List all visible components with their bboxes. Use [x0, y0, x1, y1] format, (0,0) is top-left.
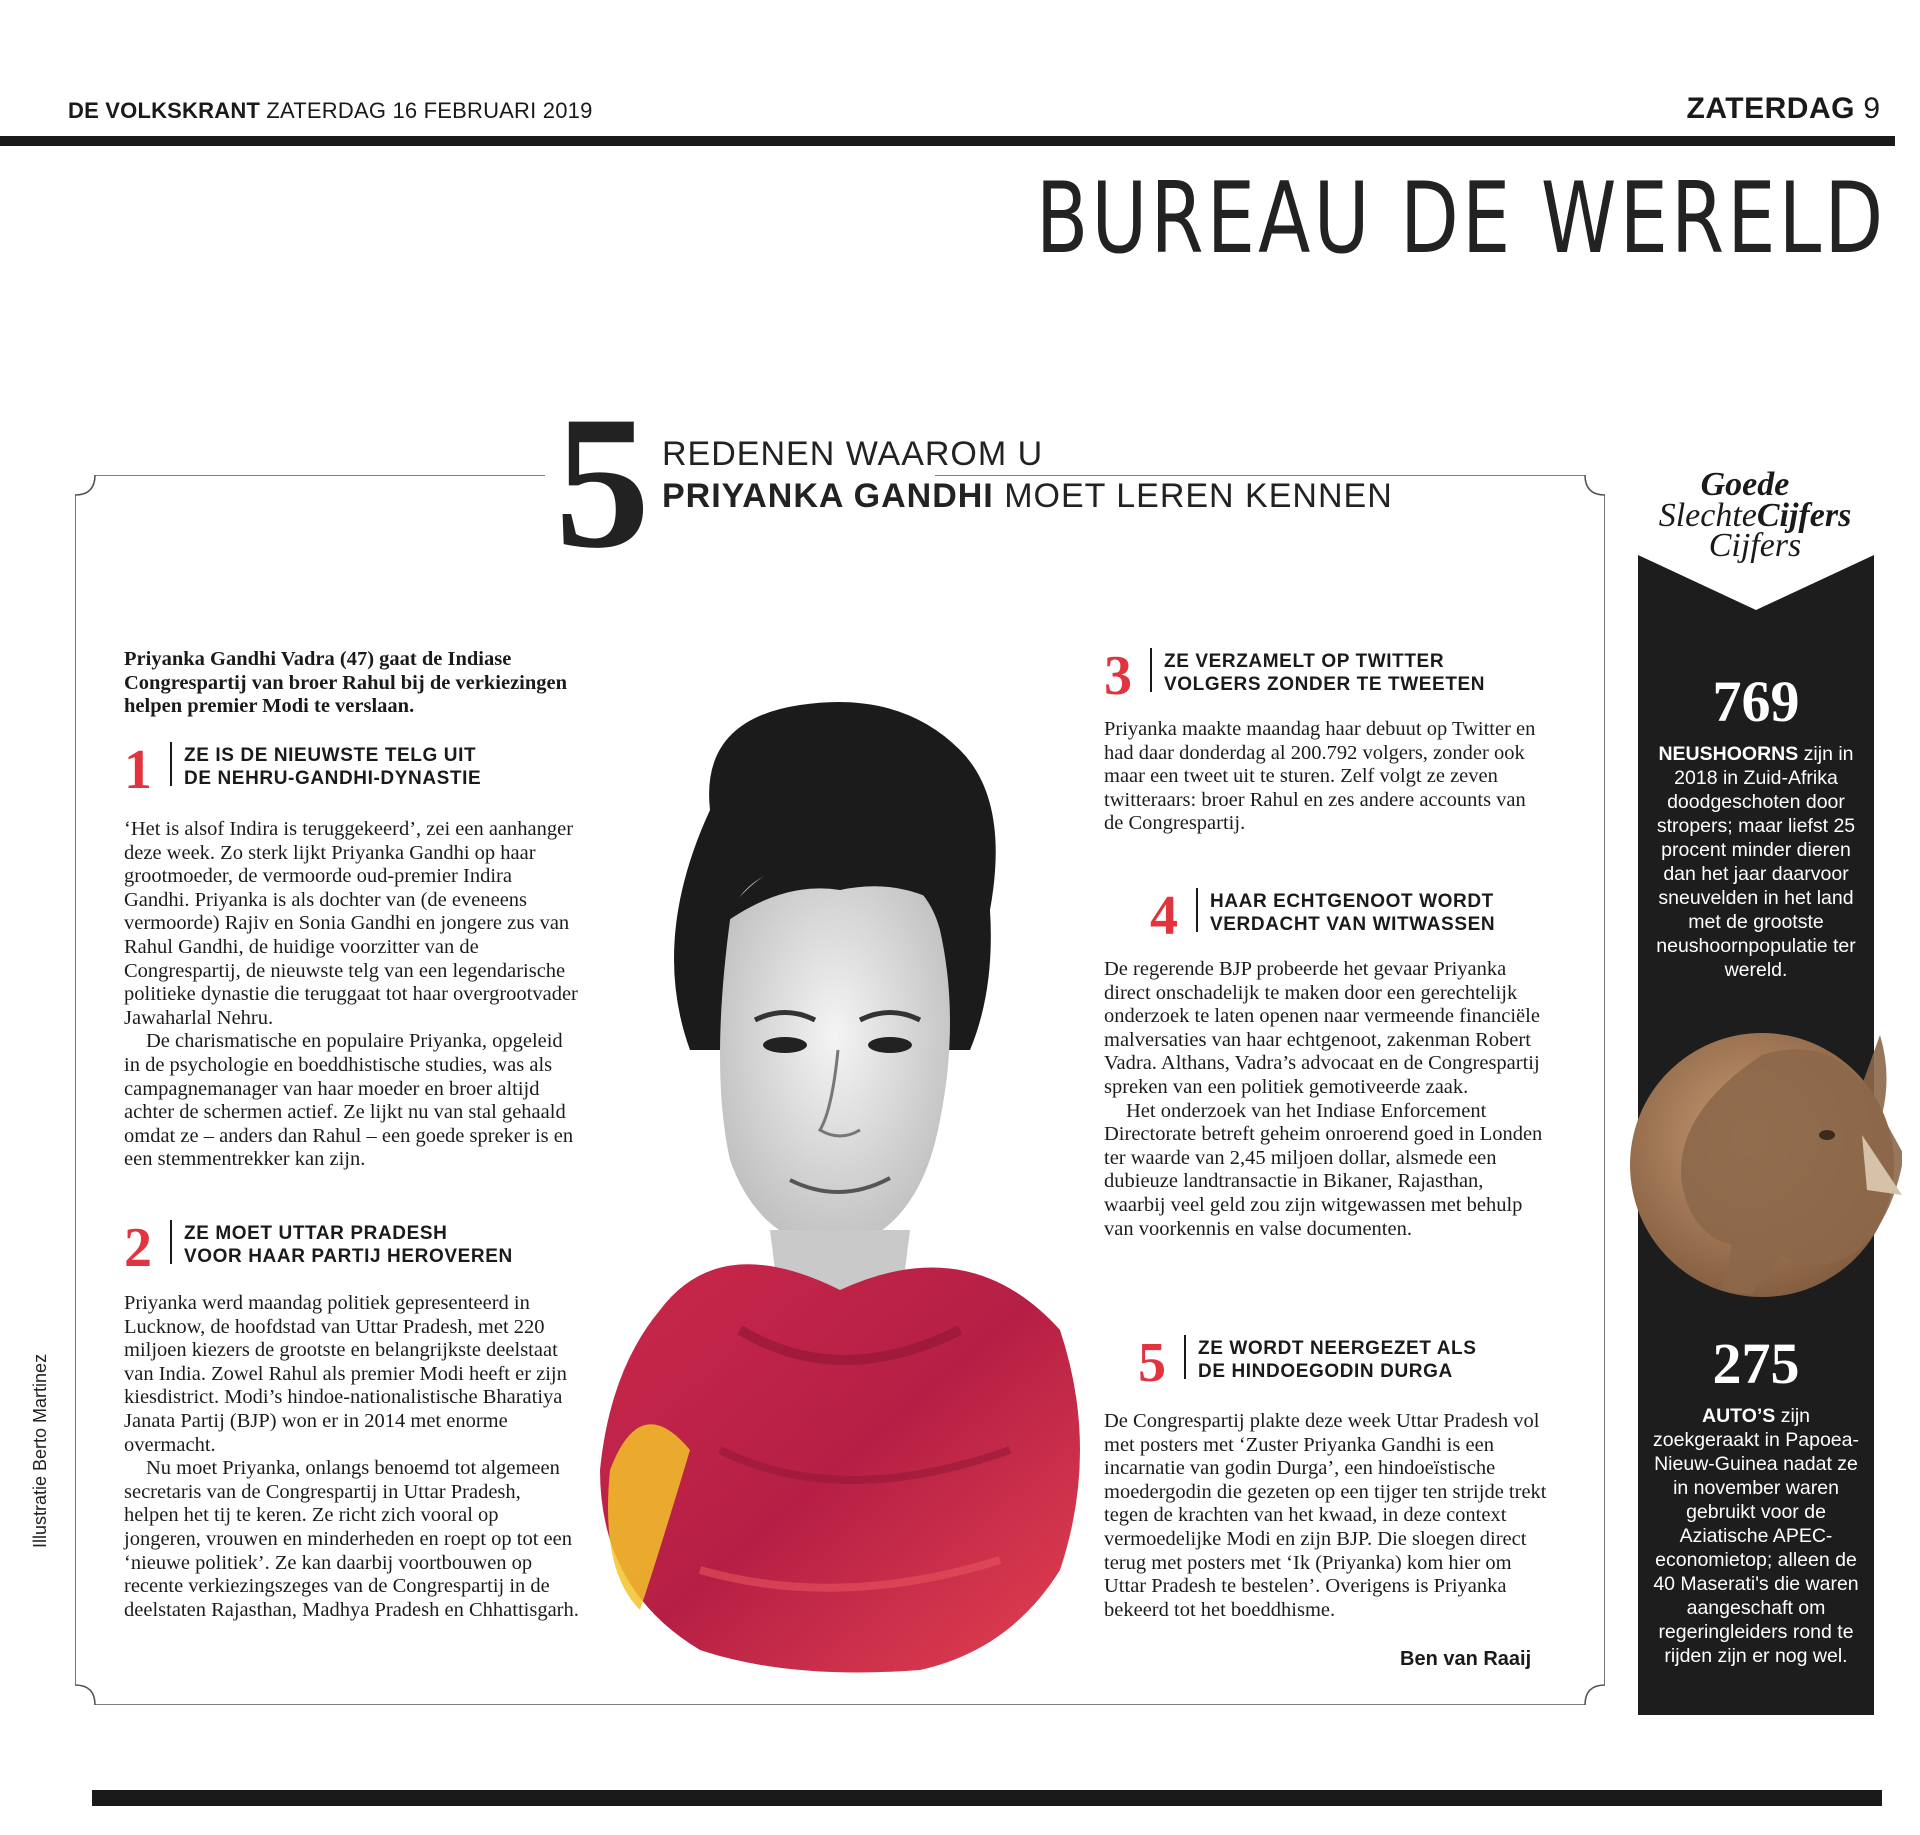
reason-body-4: [1104, 958, 1549, 1241]
paragraph: De charismatische en populaire Priyanka, opgeleid in de psychologie en boeddhistische studies, was als campagnemanager van haar moeder en broer altijd achter de schermen actief. Ze lijkt nu van stal gehaald omdat ze – anders dan Rahul – een goede spreker is en een stemmentrekker kan zijn.: [124, 1030, 574, 1171]
reason-title-line: VOLGERS ZONDER TE TWEETEN: [1164, 674, 1486, 695]
reason-body-2: [124, 1292, 579, 1622]
intro-paragraph: Priyanka Gandhi Vadra (47) gaat de Indiase Congrespartij van broer Rahul bij de verkiezingen helpen premier Modi te verslaan.: [124, 648, 568, 718]
divider: [1184, 1335, 1186, 1379]
title-cijfers-2: Cijfers: [1708, 527, 1802, 564]
reason-title-line: ZE WORDT NEERGEZET ALS: [1198, 1338, 1477, 1359]
headline-line1: REDENEN WAAROM U: [662, 435, 1044, 473]
divider: [170, 742, 172, 786]
stat-body: zijn in 2018 in Zuid-Afrika doodgeschoten door stropers; maar liefst 25 procent minder dieren dan het jaar daarvoor sneuvelden in het land met de grootste neushoornpopulatie ter wereld.: [1656, 743, 1856, 981]
stat-number-1: 769: [1712, 669, 1800, 734]
paragraph: ‘Het is alsof Indira is teruggekeerd’, zei een aanhanger deze week. Zo sterk lijkt Priyanka Gandhi op haar grootmoeder, de vermoorde oud-premier Indira Gandhi. Priyanka is als dochter van (de eveneens vermoorde) Rajiv en Sonia Gandhi en jongere zus van Rahul Gandhi, de huidige voorzitter van de Congrespartij, de nieuwste telg van een legendarische politieke dynastie die teruggaat tot haar overgrootvader Jawaharlal Nehru.: [124, 818, 578, 1029]
paragraph: De Congrespartij plakte deze week Uttar Pradesh vol met posters met ‘Zuster Priyanka Gandhi is een incarnatie van godin Durga’, een hindoeïstische moedergodin die gezeten op een tijger ten strijde trekt tegen de krachten van het kwaad, in deze context vermoedelijke Modi en zijn BJP. Die sloegen direct terug met posters met ‘Ik (Priyanka) kom hier om Uttar Pradesh te bestelen’. Overigens is Priyanka bekeerd tot het boeddhisme.: [1104, 1410, 1547, 1621]
reason-number: 1: [124, 739, 152, 801]
reason-heading-5: [1138, 1332, 1477, 1394]
stat-text-1: [1650, 742, 1862, 982]
reason-title: [1164, 648, 1485, 696]
reason-title-line: VOOR HAAR PARTIJ HEROVEREN: [184, 1246, 513, 1267]
reason-body-1: [124, 818, 579, 1172]
masthead: [68, 98, 593, 124]
headline-line2: [662, 477, 1393, 516]
reason-title-line: DE HINDOEGODIN DURGA: [1198, 1361, 1453, 1382]
headline-number: 5: [555, 378, 650, 588]
reason-title-line: DE NEHRU-GANDHI-DYNASTIE: [184, 768, 482, 789]
reason-title-line: VERDACHT VAN WITWASSEN: [1210, 914, 1496, 935]
reason-heading-3: [1104, 645, 1486, 707]
day-label: ZATERDAG: [1686, 92, 1855, 125]
sidebar-title: [1630, 466, 1880, 564]
reason-number: 4: [1150, 885, 1178, 947]
reason-title: [1210, 888, 1495, 936]
portrait-illustration: [540, 690, 1100, 1690]
paper-name: DE VOLKSKRANT: [68, 98, 261, 123]
bottom-rule: [92, 1790, 1882, 1806]
stat-keyword: AUTO’S: [1701, 1405, 1776, 1427]
reason-title: [1198, 1335, 1477, 1383]
paragraph: Nu moet Priyanka, onlangs benoemd tot algemeen secretaris van de Congrespartij in Uttar Pradesh, helpen het tij te keren. Ze richt zich vooral op jongeren, vrouwen en minderheden en roept op tot een ‘nieuwe politiek’. Ze kan daarbij voortbouwen op recente verkiezingszeges van de Congrespartij in de deelstaten Rajasthan, Madhya Pradesh en Chhattisgarh.: [124, 1457, 579, 1621]
stat-text-2: [1650, 1404, 1862, 1668]
reason-number: 5: [1138, 1332, 1166, 1394]
reason-title-line: ZE IS DE NIEUWSTE TELG UIT: [184, 745, 477, 766]
reason-heading-1: [124, 739, 482, 801]
paragraph: Priyanka maakte maandag haar debuut op Twitter en had daar donderdag al 200.792 volgers, zonder ook maar een tweet uit te sturen. Zelf volgt ze zeven twitteraars: broer Rahul en zes andere accounts van de Congrespartij.: [1104, 718, 1536, 835]
divider: [1150, 648, 1152, 692]
paragraph: De regerende BJP probeerde het gevaar Priyanka direct onschadelijk te maken door een gerechtelijk onderzoek te laten openen naar vermeende financiële malversaties van haar echtgenoot, zakenman Robert Vadra. Althans, Vadra’s advocaat en de Congrespartij spreken van een politiek gemotiveerde zaak.: [1104, 958, 1540, 1098]
title-cijfers-1: Cijfers: [1756, 497, 1852, 534]
reason-title: [184, 1220, 513, 1268]
headline-rest: MOET LEREN KENNEN: [993, 477, 1393, 515]
paragraph: Priyanka werd maandag politiek gepresenteerd in Lucknow, de hoofdstad van Uttar Pradesh, met 220 miljoen kiezers de grootste en belangrijkste deelstaat van India. Zowel Rahul als premier Modi heeft er zijn kiesdistrict. Modi’s hindoe-nationalistische Bharatiya Janata Partij (BJP) won er in 2014 met enorme overmacht.: [124, 1292, 567, 1456]
reason-body-5: [1104, 1410, 1549, 1622]
illustration-credit: Illustratie Berto Martinez: [30, 1353, 50, 1548]
byline: Ben van Raaij: [1400, 1648, 1532, 1670]
divider: [170, 1220, 172, 1264]
reason-number: 2: [124, 1217, 152, 1279]
title-goede: Goede: [1700, 466, 1790, 503]
reason-body-3: [1104, 718, 1549, 836]
stat-number-2: 275: [1712, 1331, 1800, 1396]
top-rule: [0, 136, 1895, 146]
reason-heading-4: [1150, 885, 1496, 947]
stat-keyword: NEUSHOORNS: [1658, 743, 1799, 765]
headline-name: PRIYANKA GANDHI: [662, 477, 994, 515]
section-title: BUREAU DE WERELD: [1035, 162, 1886, 276]
stat-body: zijn zoekgeraakt in Papoea-Nieuw-Guinea nadat ze in november waren gebruikt voor de Aziatische APEC-economietop; alleen de 40 Maserati's die waren aangeschaft om regeringleiders rond te rijden zijn er nog wel.: [1653, 1405, 1859, 1667]
paragraph: Het onderzoek van het Indiase Enforcement Directorate betreft geheim onroerend goed in Londen ter waarde van 2,45 miljoen dollar, alsmede een dubieuze landtransactie in Bikaner, Rajasthan, waarbij veel geld zou zijn witgewassen met behulp van voorkennis en valse documenten.: [1104, 1099, 1543, 1240]
page-label: [1687, 92, 1880, 126]
issue-date: ZATERDAG 16 FEBRUARI 2019: [266, 98, 593, 123]
page-number: 9: [1863, 92, 1880, 125]
divider: [1196, 888, 1198, 932]
rhino-image: [1612, 1015, 1902, 1315]
reason-title-line: HAAR ECHTGENOOT WORDT: [1210, 891, 1494, 912]
title-slechte: Slechte: [1658, 497, 1757, 534]
reason-title: [184, 742, 481, 790]
reason-number: 3: [1104, 645, 1132, 707]
reason-title-line: ZE VERZAMELT OP TWITTER: [1164, 651, 1445, 672]
reason-heading-2: [124, 1217, 513, 1279]
reason-title-line: ZE MOET UTTAR PRADESH: [184, 1223, 448, 1244]
